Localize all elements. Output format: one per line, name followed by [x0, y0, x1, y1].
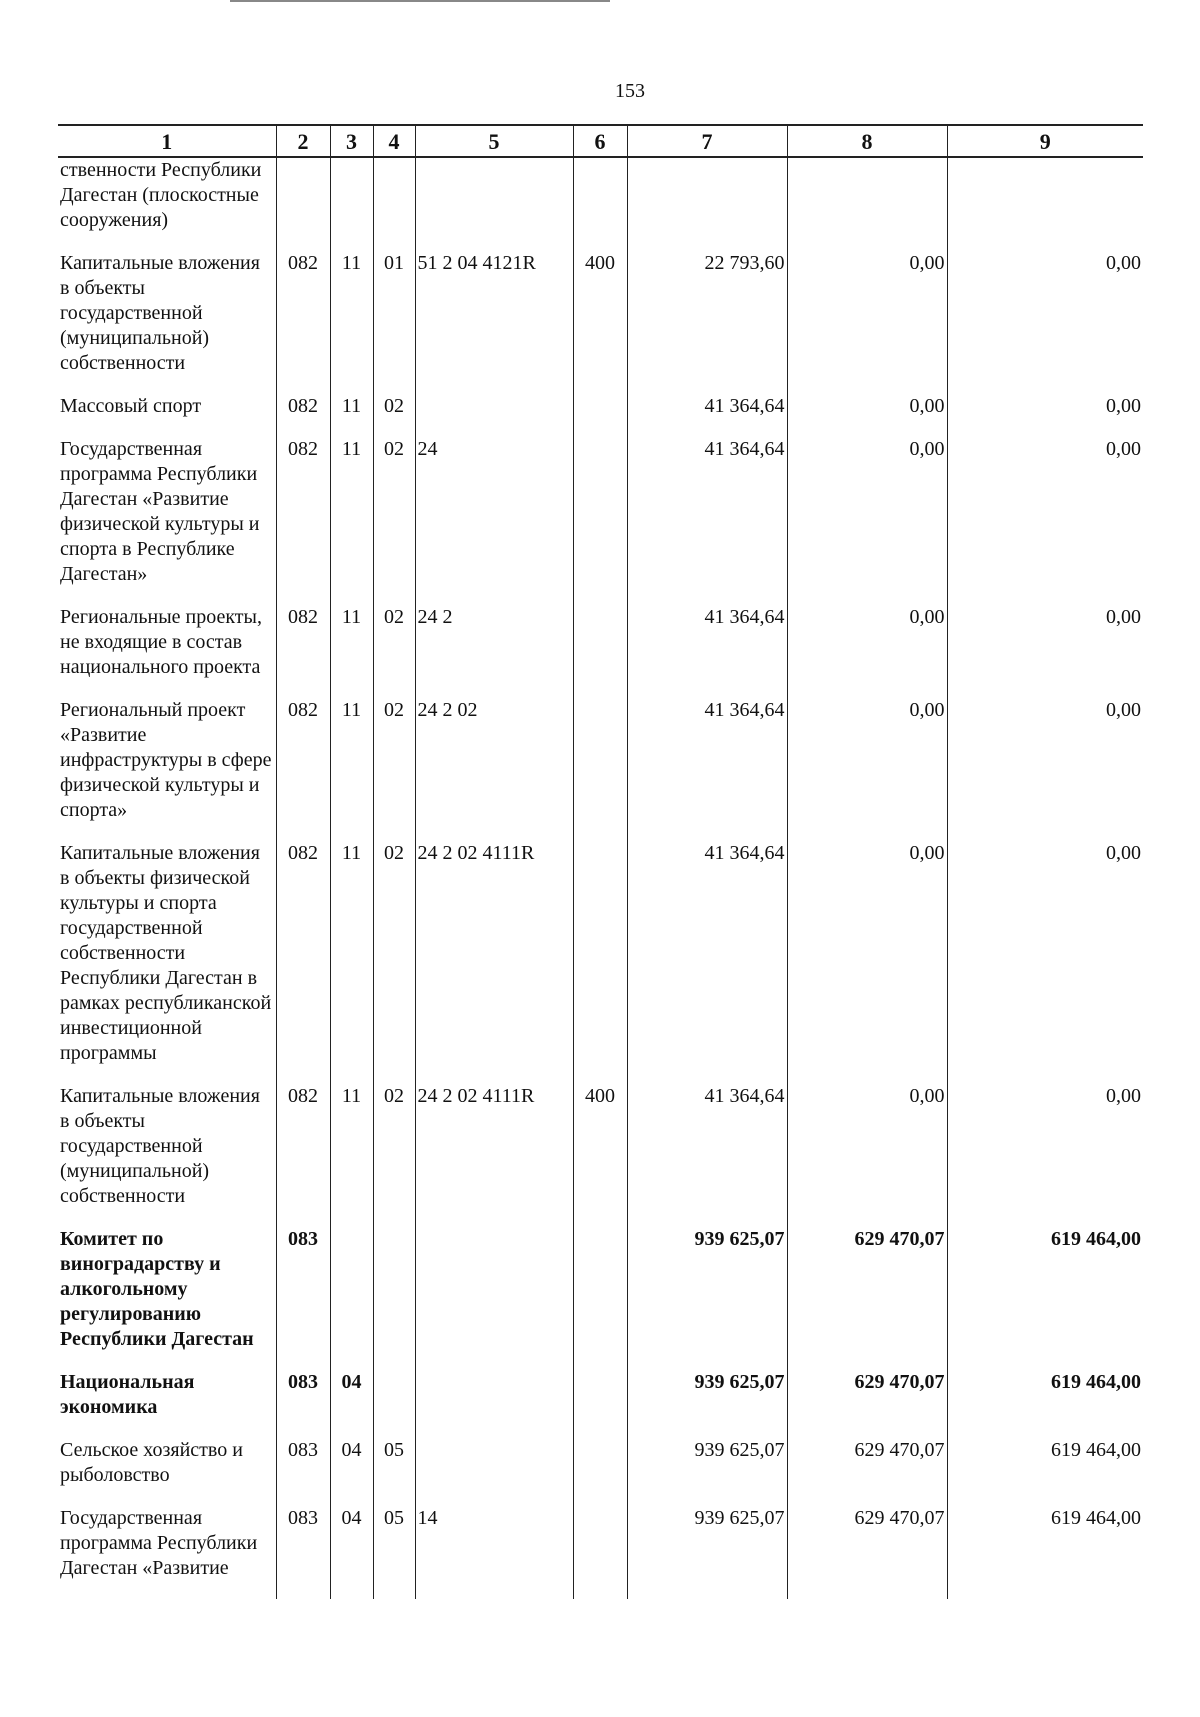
column-header: 3 — [330, 125, 373, 157]
section-code-cell: 11 — [330, 1084, 373, 1227]
section-code-cell — [330, 157, 373, 251]
table-row — [58, 1438, 1143, 1506]
column-header: 8 — [787, 125, 947, 157]
target-article-cell: 24 2 02 — [415, 698, 573, 841]
target-article-cell: 24 2 02 4111R — [415, 841, 573, 1084]
amount-cell: 0,00 — [787, 437, 947, 605]
target-article-cell — [415, 1438, 573, 1506]
expense-type-cell — [573, 698, 627, 841]
amount-cell — [627, 157, 787, 251]
table-row — [58, 605, 1143, 698]
subsection-code-cell: 02 — [373, 394, 415, 437]
section-code-cell: 11 — [330, 251, 373, 394]
table-row — [58, 394, 1143, 437]
admin-code-cell: 083 — [276, 1370, 330, 1438]
amount-cell: 0,00 — [787, 841, 947, 1084]
column-header: 6 — [573, 125, 627, 157]
column-header: 4 — [373, 125, 415, 157]
amount-cell: 0,00 — [947, 437, 1143, 605]
expense-type-cell — [573, 1370, 627, 1438]
admin-code-cell — [276, 157, 330, 251]
column-header: 9 — [947, 125, 1143, 157]
row-name-cell: Государственная программа Республики Дагестан «Развитие физической культуры и спорта в Республике Дагестан» — [58, 437, 276, 605]
section-code-cell: 04 — [330, 1438, 373, 1506]
expense-type-cell — [573, 157, 627, 251]
target-article-cell — [415, 394, 573, 437]
amount-cell: 0,00 — [787, 251, 947, 394]
amount-cell: 619 464,00 — [947, 1370, 1143, 1438]
table-row — [58, 1506, 1143, 1599]
amount-cell: 619 464,00 — [947, 1506, 1143, 1599]
subsection-code-cell: 05 — [373, 1438, 415, 1506]
admin-code-cell: 082 — [276, 394, 330, 437]
target-article-cell: 24 — [415, 437, 573, 605]
table-row — [58, 1084, 1143, 1227]
section-code-cell: 04 — [330, 1506, 373, 1599]
target-article-cell: 51 2 04 4121R — [415, 251, 573, 394]
row-name-cell: Национальная экономика — [58, 1370, 276, 1438]
target-article-cell — [415, 1370, 573, 1438]
amount-cell — [947, 157, 1143, 251]
table-row — [58, 1370, 1143, 1438]
amount-cell: 619 464,00 — [947, 1438, 1143, 1506]
expense-type-cell — [573, 1227, 627, 1370]
amount-cell: 41 364,64 — [627, 437, 787, 605]
expense-type-cell — [573, 1438, 627, 1506]
amount-cell: 939 625,07 — [627, 1438, 787, 1506]
amount-cell: 629 470,07 — [787, 1506, 947, 1599]
subsection-code-cell — [373, 1370, 415, 1438]
target-article-cell: 14 — [415, 1506, 573, 1599]
target-article-cell — [415, 1227, 573, 1370]
amount-cell: 0,00 — [947, 394, 1143, 437]
row-name-cell: ственности Республики Дагестан (плоскостные сооружения) — [58, 157, 276, 251]
amount-cell: 0,00 — [947, 698, 1143, 841]
row-name-cell: Капитальные вложения в объекты государственной (муниципальной) собственности — [58, 251, 276, 394]
column-header: 7 — [627, 125, 787, 157]
row-name-cell: Комитет по виноградарству и алкогольному регулированию Республики Дагестан — [58, 1227, 276, 1370]
expense-type-cell — [573, 1506, 627, 1599]
admin-code-cell: 082 — [276, 841, 330, 1084]
admin-code-cell: 082 — [276, 437, 330, 605]
amount-cell: 0,00 — [787, 1084, 947, 1227]
target-article-cell: 24 2 — [415, 605, 573, 698]
section-code-cell: 11 — [330, 698, 373, 841]
amount-cell: 0,00 — [947, 1084, 1143, 1227]
column-header: 1 — [58, 125, 276, 157]
subsection-code-cell: 02 — [373, 1084, 415, 1227]
amount-cell: 939 625,07 — [627, 1506, 787, 1599]
amount-cell — [787, 157, 947, 251]
amount-cell: 0,00 — [787, 605, 947, 698]
expense-type-cell — [573, 841, 627, 1084]
section-code-cell: 04 — [330, 1370, 373, 1438]
amount-cell: 629 470,07 — [787, 1370, 947, 1438]
expense-type-cell — [573, 605, 627, 698]
admin-code-cell: 083 — [276, 1227, 330, 1370]
table-row — [58, 841, 1143, 1084]
amount-cell: 939 625,07 — [627, 1227, 787, 1370]
expense-type-cell: 400 — [573, 251, 627, 394]
row-name-cell: Сельское хозяйство и рыболовство — [58, 1438, 276, 1506]
expense-type-cell: 400 — [573, 1084, 627, 1227]
subsection-code-cell: 02 — [373, 698, 415, 841]
target-article-cell — [415, 157, 573, 251]
amount-cell: 629 470,07 — [787, 1438, 947, 1506]
subsection-code-cell — [373, 157, 415, 251]
admin-code-cell: 082 — [276, 698, 330, 841]
amount-cell: 41 364,64 — [627, 698, 787, 841]
admin-code-cell: 082 — [276, 605, 330, 698]
amount-cell: 0,00 — [947, 841, 1143, 1084]
amount-cell: 0,00 — [787, 394, 947, 437]
admin-code-cell: 082 — [276, 1084, 330, 1227]
budget-table — [58, 124, 1143, 1599]
amount-cell: 0,00 — [947, 605, 1143, 698]
expense-type-cell — [573, 394, 627, 437]
amount-cell: 939 625,07 — [627, 1370, 787, 1438]
admin-code-cell: 083 — [276, 1438, 330, 1506]
amount-cell: 0,00 — [787, 698, 947, 841]
subsection-code-cell — [373, 1227, 415, 1370]
amount-cell: 41 364,64 — [627, 1084, 787, 1227]
subsection-code-cell: 02 — [373, 605, 415, 698]
amount-cell: 629 470,07 — [787, 1227, 947, 1370]
row-name-cell: Региональный проект «Развитие инфраструктуры в сфере физической культуры и спорта» — [58, 698, 276, 841]
amount-cell: 41 364,64 — [627, 605, 787, 698]
scan-top-edge — [230, 0, 610, 2]
amount-cell: 22 793,60 — [627, 251, 787, 394]
subsection-code-cell: 02 — [373, 437, 415, 605]
section-code-cell — [330, 1227, 373, 1370]
expense-type-cell — [573, 437, 627, 605]
subsection-code-cell: 01 — [373, 251, 415, 394]
table-row — [58, 437, 1143, 605]
row-name-cell: Региональные проекты, не входящие в состав национального проекта — [58, 605, 276, 698]
row-name-cell: Массовый спорт — [58, 394, 276, 437]
table-row — [58, 251, 1143, 394]
amount-cell: 0,00 — [947, 251, 1143, 394]
admin-code-cell: 082 — [276, 251, 330, 394]
target-article-cell: 24 2 02 4111R — [415, 1084, 573, 1227]
section-code-cell: 11 — [330, 394, 373, 437]
row-name-cell: Государственная программа Республики Дагестан «Развитие — [58, 1506, 276, 1599]
column-header: 5 — [415, 125, 573, 157]
subsection-code-cell: 05 — [373, 1506, 415, 1599]
amount-cell: 41 364,64 — [627, 394, 787, 437]
table-row — [58, 157, 1143, 251]
admin-code-cell: 083 — [276, 1506, 330, 1599]
amount-cell: 619 464,00 — [947, 1227, 1143, 1370]
table-row — [58, 1227, 1143, 1370]
table-header-row — [58, 125, 1143, 157]
table-body — [58, 157, 1143, 1599]
row-name-cell: Капитальные вложения в объекты физической культуры и спорта государственной собственности Республики Дагестан в рамках республиканской инвестиционной программы — [58, 841, 276, 1084]
subsection-code-cell: 02 — [373, 841, 415, 1084]
section-code-cell: 11 — [330, 437, 373, 605]
row-name-cell: Капитальные вложения в объекты государственной (муниципальной) собственности — [58, 1084, 276, 1227]
table-row — [58, 698, 1143, 841]
page-number: 153 — [615, 80, 645, 102]
column-header: 2 — [276, 125, 330, 157]
amount-cell: 41 364,64 — [627, 841, 787, 1084]
section-code-cell: 11 — [330, 841, 373, 1084]
section-code-cell: 11 — [330, 605, 373, 698]
